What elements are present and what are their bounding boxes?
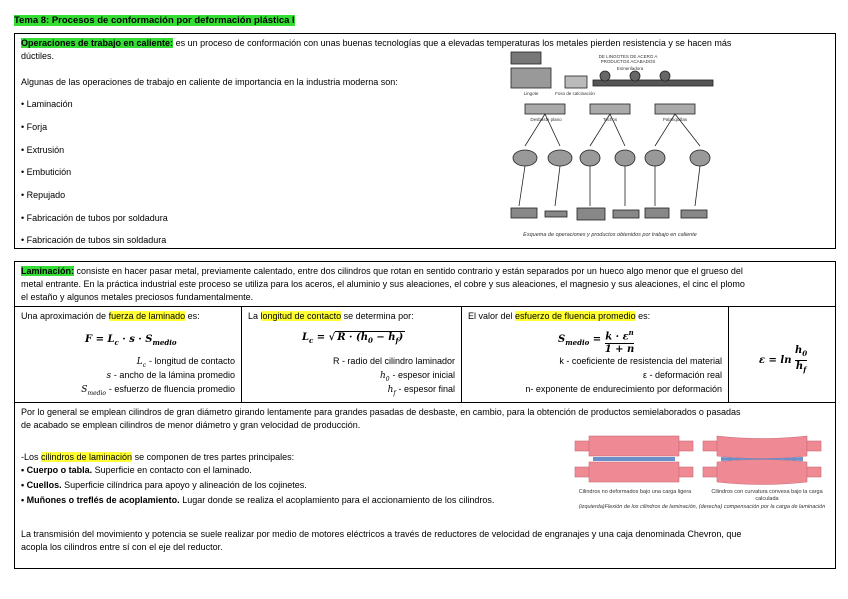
- list-item: • Cuerpo o tabla. Superficie en contacto con el laminado.: [21, 465, 252, 475]
- esfuerzo-highlight: esfuerzo de fluencia promedio: [515, 311, 636, 321]
- list-item: • Repujado: [21, 190, 66, 200]
- fuerza-formula: $F = L_c \cdot s \cdot S_{medio}$: [85, 334, 177, 347]
- deformacion-formula: ε = ln $\frac{h_0}{h_f}$: [759, 345, 808, 374]
- caliente-intro: Algunas de las operaciones de trabajo en caliente de importancia en la industria moderna son:: [21, 77, 398, 87]
- diagram-label: Desbaste plano: [530, 117, 562, 122]
- formula-table: [14, 306, 836, 403]
- rolls-caption: (izquierda)Flexión de los cilindros de laminación, (derecha) compensación por la carga de laminación: [578, 504, 826, 510]
- laminacion-section: [14, 261, 836, 307]
- longitud-cell: [242, 307, 462, 402]
- caliente-term: Operaciones de trabajo en caliente:: [21, 38, 174, 48]
- cilindros-section: [14, 402, 836, 569]
- caliente-section: [14, 33, 836, 249]
- process-diagram-drawing: [505, 46, 715, 246]
- fuerza-heading: Una aproximación de fuerza de laminado es:: [21, 311, 200, 321]
- transmision-para: La transmisión del movimiento y potencia se suele realizar por medio de motores eléctricos a través de reductores de velocidad de engranajes y una caja denominada Chevron, que: [21, 529, 742, 539]
- longitud-def: $h_0$ - espesor inicial: [379, 370, 455, 383]
- cilindros-para1: Por lo general se emplean cilindros de gran diámetro girando lentamente para grandes pasadas de desbaste, en cambio, para la obtención de productos semielaborados o pasadas: [21, 407, 741, 417]
- list-item: • Extrusión: [21, 145, 65, 155]
- diagram-label: Tochos: [602, 117, 618, 122]
- laminacion-line3: el estaño y algunos metales preciosos fundamentalmente.: [21, 292, 254, 302]
- cilindros-intro: -Los cilindros de laminación se componen de tres partes principales:: [21, 452, 295, 462]
- list-item: • Cuellos. Superficie cilíndrica para apoyo y alineación de los cojinetes.: [21, 480, 307, 490]
- caliente-definition-cont: dúctiles.: [21, 51, 55, 61]
- esfuerzo-def: k - coeficiente de resistencia del material: [559, 356, 722, 366]
- fuerza-def: s - ancho de la lámina promedio: [106, 370, 235, 381]
- list-item: • Embutición: [21, 167, 72, 177]
- diagram-label: Foso de calcinación: [555, 91, 595, 96]
- esfuerzo-heading: El valor del esfuerzo de fluencia promedio es:: [468, 311, 651, 321]
- esfuerzo-formula: $S_{medio}$ = $\frac{k \cdot \varepsilon^n}{1 + n}$: [558, 328, 635, 356]
- esfuerzo-cell: [462, 307, 729, 402]
- list-item: • Laminación: [21, 99, 73, 109]
- rolls-drawing: [571, 433, 833, 489]
- transmision-para-cont: acopla los cilindros entre sí con el eje del reductor.: [21, 542, 223, 552]
- deformacion-cell: [729, 307, 835, 402]
- longitud-highlight: longitud de contacto: [260, 311, 342, 321]
- diagram-label: Palanquillas: [662, 117, 688, 122]
- longitud-formula: $L_c$ = √ $R \cdot (h_0 - h_f)$: [302, 332, 404, 345]
- diagram-sub-label: Esmeriladora: [616, 66, 644, 71]
- list-item: • Fabricación de tubos sin soldadura: [21, 235, 167, 245]
- longitud-def: $h_f$ - espesor final: [387, 384, 455, 397]
- page-title: Tema 8: Procesos de conformación por deformación plástica I: [14, 15, 295, 26]
- rolls-left-label: Cilindros no deformados bajo una carga ligera: [578, 489, 692, 495]
- rolls-figure: [571, 433, 833, 513]
- process-diagram: [505, 46, 715, 246]
- list-item: • Forja: [21, 122, 48, 132]
- fuerza-def: $L_c$ - longitud de contacto: [136, 356, 235, 369]
- fuerza-def: $S_{medio}$ - esfuerzo de fluencia promedio: [81, 384, 235, 397]
- laminacion-term: Laminación:: [21, 266, 75, 276]
- rolls-right-label: Cilindros con curvatura convexa bajo la carga calculada: [711, 489, 823, 502]
- laminacion-definition: Laminación: consiste en hacer pasar metal, previamente calentado, entre dos cilindros que rotan en sentido contrario y están separados por un hueco algo menor que el grueso del: [21, 266, 743, 276]
- diagram-top-label: DE LINGOTES DE ACERO A PRODUCTOS ACABADOS: [598, 54, 658, 64]
- cilindros-para1-cont: de acabado se emplean cilindros de menor diámetro y gran velocidad de producción.: [21, 420, 361, 430]
- esfuerzo-def: ε - deformación real: [642, 370, 722, 380]
- list-item: • Fabricación de tubos por soldadura: [21, 213, 168, 223]
- cilindros-highlight: cilindros de laminación: [41, 452, 133, 462]
- longitud-heading: La longitud de contacto se determina por:: [248, 311, 414, 321]
- list-item: • Muñones o treflés de acoplamiento. Lugar donde se realiza el acoplamiento para el accionamiento de los cilindros.: [21, 495, 495, 505]
- diagram-caption: Esquema de operaciones y productos obtenidos por trabajo en caliente: [523, 232, 697, 238]
- esfuerzo-def: n- exponente de endurecimiento por deformación: [525, 384, 722, 394]
- diagram-label: Lingote: [523, 91, 539, 96]
- laminacion-line2: metal entrante. En la práctica industrial este proceso se utiliza para los aceros, el aluminio y sus aleaciones, el cobre y sus aleaciones, el magnesio y sus aleaciones, el cinc el plomo: [21, 279, 745, 289]
- caliente-definition: Operaciones de trabajo en caliente: es un proceso de conformación con unas buenas tecnologías que a elevadas temperaturas los metales pierden resistencia y se hacen más: [21, 38, 732, 48]
- fuerza-cell: [15, 307, 242, 402]
- longitud-def: R - radio del cilindro laminador: [332, 356, 455, 366]
- fuerza-highlight: fuerza de laminado: [108, 311, 186, 321]
